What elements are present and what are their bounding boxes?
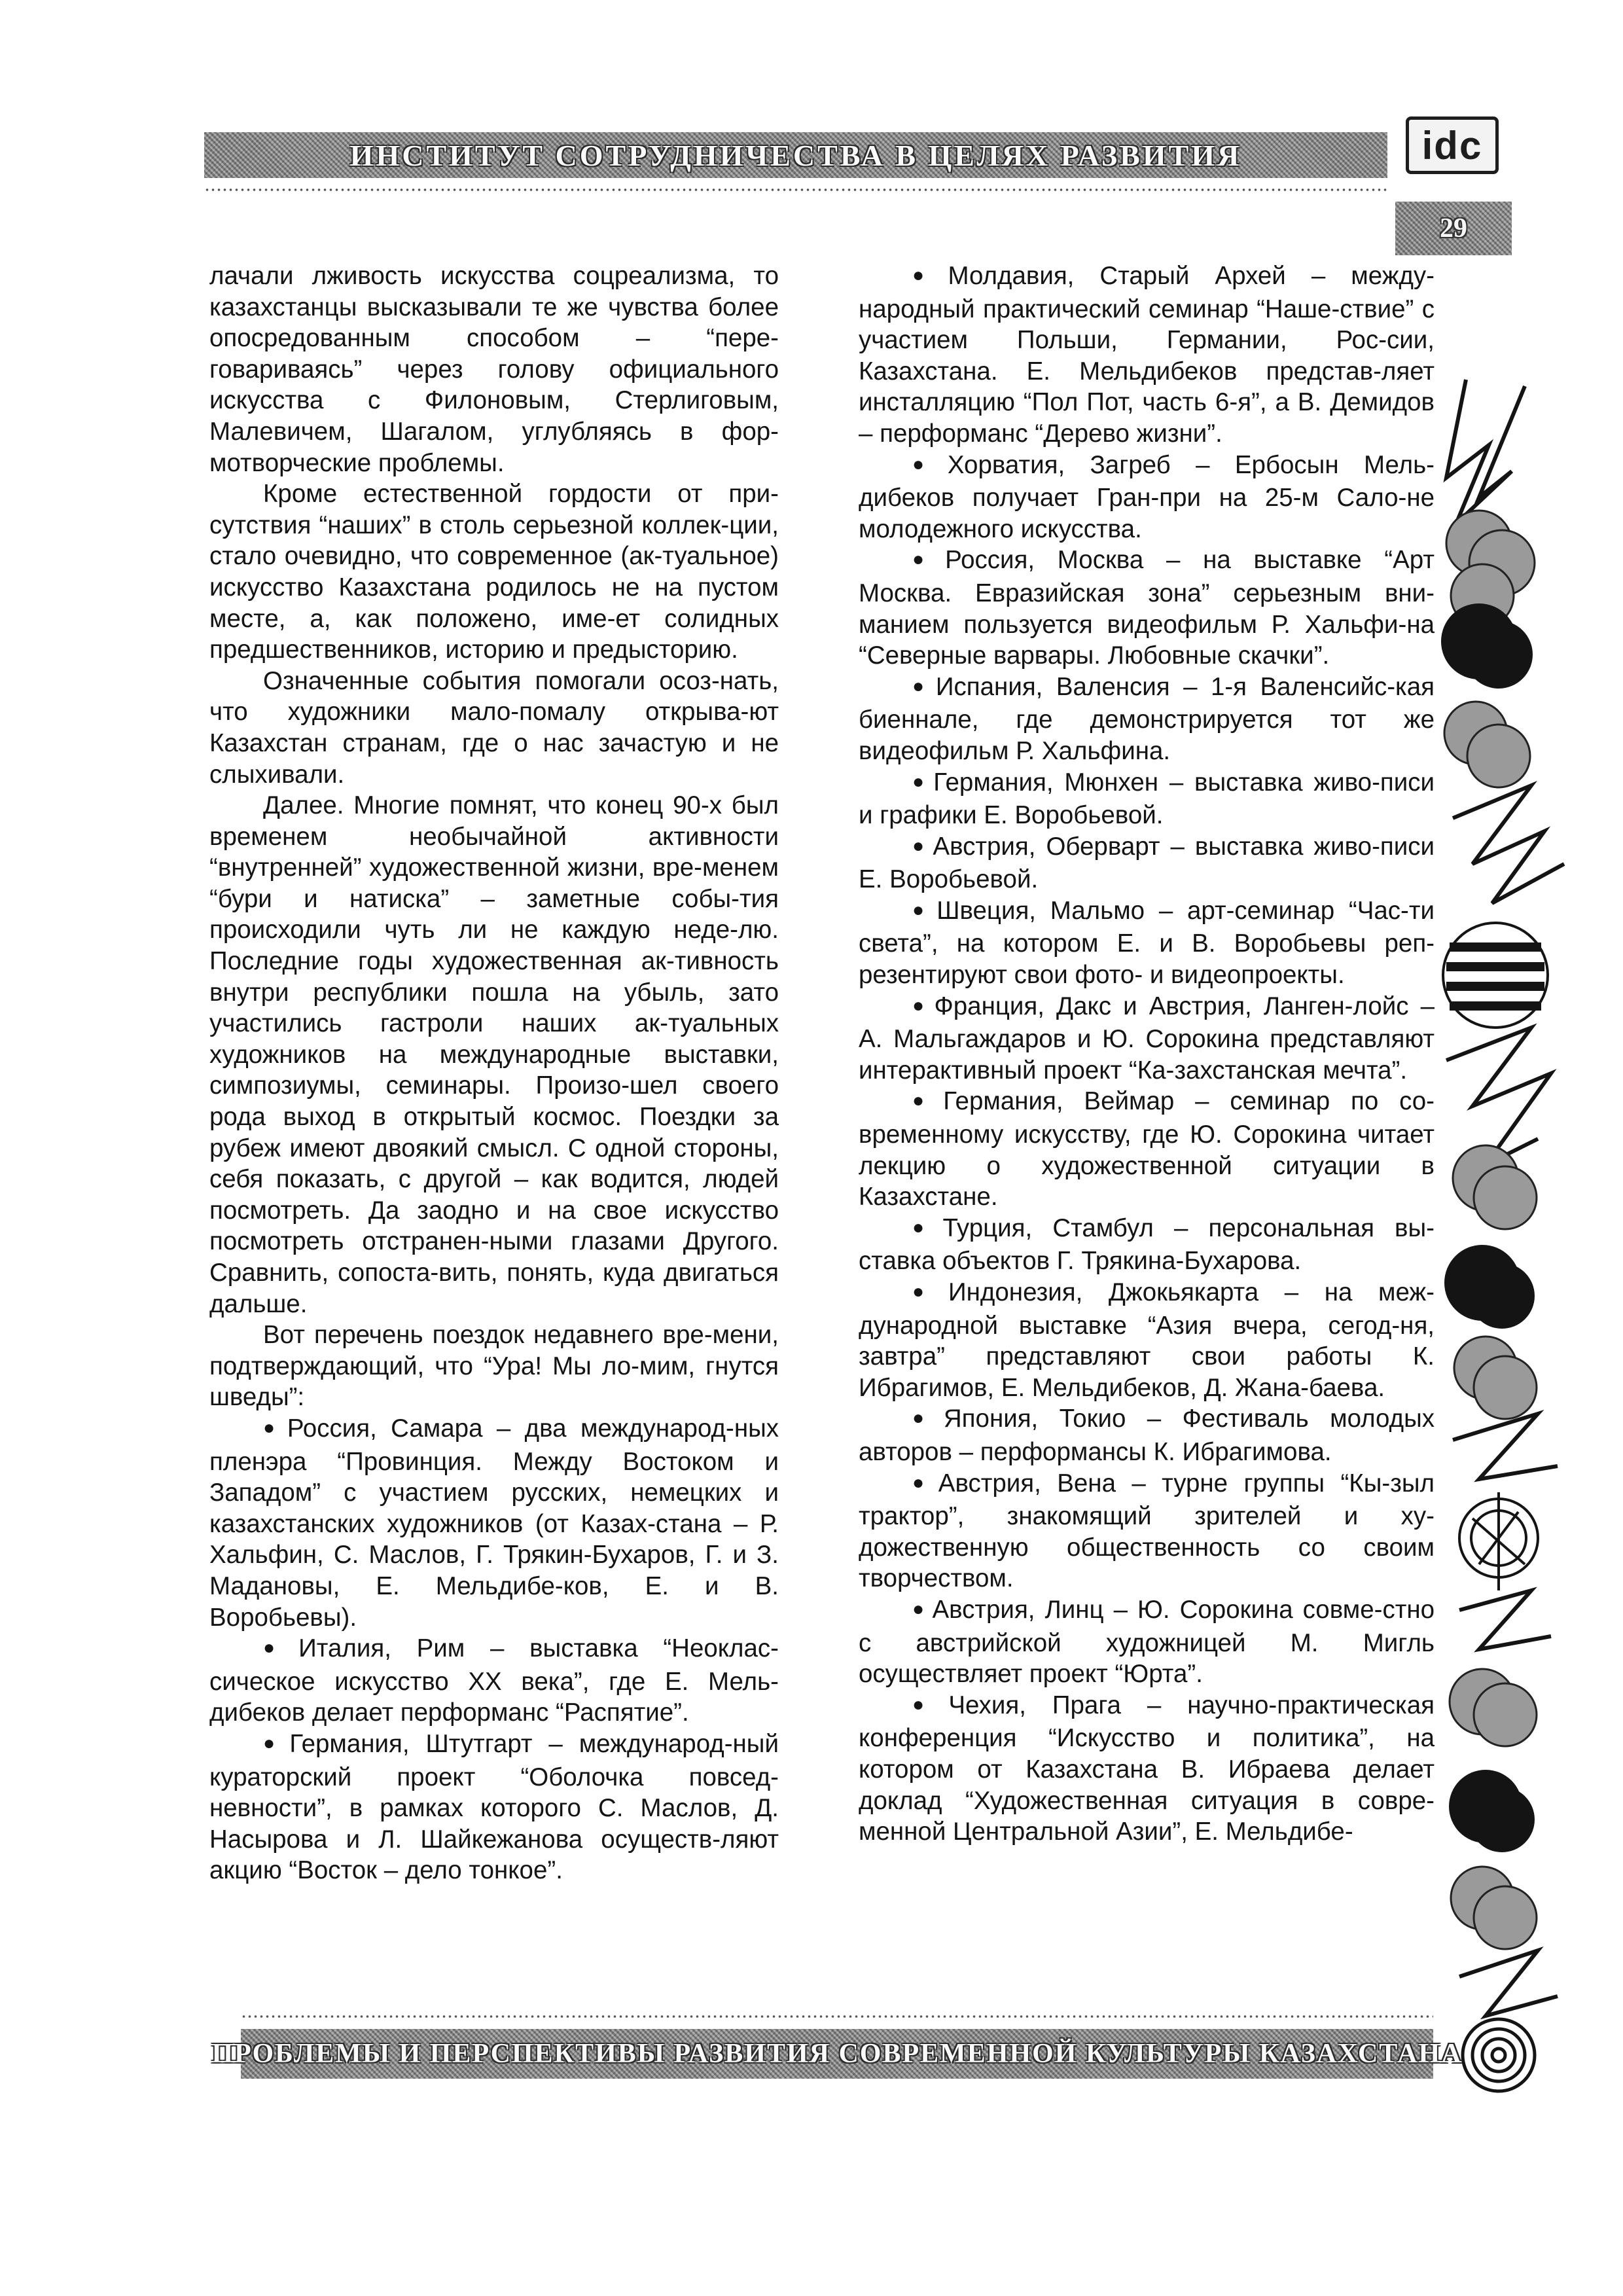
bullet-icon: ● <box>263 1416 282 1439</box>
list-item-text: Австрия, Оберварт – выставка живо-писи Е. Воробьевой. <box>859 832 1435 894</box>
grey-disc <box>1474 1683 1537 1746</box>
bullet-icon: ● <box>912 1407 938 1429</box>
paragraph: Означенные события помогали осоз-нать, что художники мало-помалу открыва-ют Казахстан странам, где о нас зачастую и не слыхивали. <box>209 666 779 789</box>
bullet-icon: ● <box>912 675 931 697</box>
footer-title: ПРОБЛЕМЫ И ПЕРСПЕКТИВЫ РАЗВИТИЯ СОВРЕМЕННОЙ КУЛЬТУРЫ КАЗАХСТАНА <box>211 2039 1463 2069</box>
list-item <box>859 260 1435 450</box>
list-item-text: Хорватия, Загреб – Ербосын Мель-дибеков получает Гран-при на 25-м Сало-не молодежного искусства. <box>859 450 1435 543</box>
list-item-text: Россия, Москва – на выставке “Арт Москва. Евразийская зона” серьезным вни-манием пользуется видеофильм Р. Хальфи-на “Северные варвары. Любовные скачки”. <box>859 546 1435 670</box>
bullet-icon: ● <box>912 770 929 793</box>
list-item-text: Франция, Дакс и Австрия, Ланген-лойс – А. Мальгаждаров и Ю. Сорокина представляют интерактивный проект “Ка-захстанская мечта”. <box>859 992 1435 1085</box>
bullet-icon: ● <box>912 1090 938 1112</box>
lightning-bolt <box>1446 1028 1551 1165</box>
list-item-text: Россия, Самара – два международ-ных пленэра “Провинция. Между Востоком и Западом” с участием русских, немецких и казахстанских художников (от Казах-стана – Р. Хальфин, С. Маслов, Г. Трякин-Бухаров, Г. и З. Мадановы, Е. Мельдибе-ков, Е. и В. Воробьевы). <box>209 1414 779 1632</box>
lightning-bolt <box>1459 1590 1551 1649</box>
grey-disc <box>1474 1886 1537 1949</box>
list-item-text: Австрия, Вена – турне группы “Кы-зыл трактор”, знакомящий зрителей и ху-дожественную общественность со своим творчеством. <box>859 1469 1435 1593</box>
lightning-bolt <box>1459 1950 1558 2016</box>
paragraph: лачали лживость искусства соцреализма, то казахстанцы высказывали те же чувства более опосредованным способом – “пере-говариваясь” через голову официального искусства с Филоновым, Стерлиговым, Малевичем, Шагалом, углубляясь в фор-мотворческие проблемы. <box>209 262 779 477</box>
bullet-icon: ● <box>912 1281 943 1302</box>
list-item-text: Германия, Мюнхен – выставка живо-писи и графики Е. Воробьевой. <box>859 768 1435 830</box>
list-item <box>859 767 1435 831</box>
lightning-bolt <box>1446 380 1525 524</box>
list-item <box>209 1729 779 1886</box>
list-item-text: Турция, Стамбул – персональная вы-ставка объектов Г. Трякина-Бухарова. <box>859 1213 1435 1276</box>
list-item-text: Австрия, Линц – Ю. Сорокина совме-стно с австрийской художницей М. Мигль осуществляет проект “Юрта”. <box>859 1595 1435 1689</box>
list-item <box>859 1468 1435 1594</box>
bullet-icon: ● <box>912 453 942 475</box>
list-item <box>859 1086 1435 1212</box>
left-column <box>209 260 779 1886</box>
idc-logo: idc <box>1406 117 1499 174</box>
scribble-disc <box>1459 1492 1538 1590</box>
black-disc <box>1469 1787 1535 1852</box>
list-item <box>859 991 1435 1086</box>
black-disc <box>1465 620 1533 689</box>
header-rule <box>204 187 1387 192</box>
list-item-text: Чехия, Прага – научно-практическая конференция “Искусство и политика”, на котором от Казахстана В. Ибраева делает доклад “Художественная ситуация в совре-менной Центральной Азии”, Е. Мельдибе- <box>859 1691 1435 1846</box>
margin-ornament <box>1433 367 1597 2094</box>
list-item-text: Италия, Рим – выставка “Неоклас-сическое искусство XX века”, где Е. Мель-дибеков делает перформанс “Распятие”. <box>209 1634 779 1727</box>
bullet-icon: ● <box>263 1637 294 1659</box>
bullet-icon: ● <box>912 994 929 1016</box>
list-item <box>859 1690 1435 1848</box>
grey-disc <box>1474 1166 1537 1229</box>
list-item <box>209 1633 779 1729</box>
list-item <box>859 1403 1435 1467</box>
grey-disc <box>1467 725 1530 787</box>
striped-disc <box>1443 923 1548 1028</box>
list-item <box>859 1594 1435 1690</box>
bullet-icon: ● <box>912 264 943 286</box>
page-number: 29 <box>1440 213 1467 243</box>
lightning-bolt <box>1453 785 1564 903</box>
list-item-text: Молдавия, Старый Архей – между-народный практический семинар “Наше-ствие” с участием Польши, Германии, Рос-сии, Казахстана. Е. Мельдибеков представ-ляет инсталляцию “Пол Пот, часть 6-я”, а В. Демидов – перформанс “Дерево жизни”. <box>859 262 1435 448</box>
lightning-bolt <box>1453 1414 1558 1479</box>
right-column <box>859 260 1435 1848</box>
spiral-icon <box>1463 2019 1535 2091</box>
list-item-text: Германия, Веймар – семинар по со-временному искусству, где Ю. Сорокина читает лекцию о художественной ситуации в Казахстане. <box>859 1087 1435 1211</box>
bullet-icon: ● <box>912 899 932 921</box>
black-disc <box>1469 1263 1535 1329</box>
list-item-text: Швеция, Мальмо – арт-семинар “Час-ти света”, на котором Е. и В. Воробьевы реп-резентируют свои фото- и видеопроекты. <box>859 896 1435 990</box>
bullet-icon: ● <box>912 1471 933 1494</box>
list-item <box>209 1413 779 1633</box>
list-item-text: Япония, Токио – Фестиваль молодых авторов – перформансы К. Ибрагимова. <box>859 1405 1435 1466</box>
bullet-icon: ● <box>912 548 940 571</box>
list-item <box>859 831 1435 895</box>
bullet-icon: ● <box>912 1598 927 1620</box>
footer-rule <box>241 2014 1433 2019</box>
bullet-icon: ● <box>912 1216 938 1238</box>
list-item <box>859 672 1435 767</box>
header-title: ИНСТИТУТ СОТРУДНИЧЕСТВА В ЦЕЛЯХ РАЗВИТИЯ <box>349 138 1242 172</box>
paragraph: Вот перечень поездок недавнего вре-мени, подтверждающий, что “Ура! Мы ло-мим, гнутся шведы”: <box>209 1321 779 1412</box>
list-item <box>859 450 1435 545</box>
list-item <box>859 895 1435 991</box>
list-item-text: Германия, Штутгарт – международ-ный кураторский проект “Оболочка повсед-невности”, в рамках которого С. Маслов, Д. Насырова и Л. Шайкежанова осуществ-ляют акцию “Восток – дело тонкое”. <box>209 1729 779 1885</box>
bullet-icon: ● <box>912 834 928 857</box>
grey-disc <box>1474 1356 1537 1419</box>
list-item <box>859 1213 1435 1277</box>
list-item <box>859 545 1435 671</box>
list-item-text: Испания, Валенсия – 1-я Валенсийс-кая биеннале, где демонстрируется тот же видеофильм Р. Хальфина. <box>859 672 1435 765</box>
paragraph: Кроме естественной гордости от при-сутствия “наших” в столь серьезной коллек-ции, стало очевидно, что современное (ак-туальное) искусство Казахстана родилось не на пустом месте, а, как положено, име-ет солидных предшественников, историю и предысторию. <box>209 480 779 664</box>
list-item-text: Индонезия, Джокьякарта – на меж-дународной выставке “Азия вчера, сегод-ня, завтра” представляют свои работы К. Ибрагимов, Е. Мельдибеков, Д. Жана-баева. <box>859 1278 1435 1402</box>
bullet-icon: ● <box>912 1693 944 1715</box>
list-item <box>859 1277 1435 1403</box>
paragraph: Далее. Многие помнят, что конец 90-х был временем необычайной активности “внутренней” художественной жизни, вре-менем “бури и натиска” – заметные собы-тия происходили чуть ли не каждую неде-лю. Последние годы художественная ак-тивность внутри республики пошла на убыль, зато участились гастроли наших ак-туальных художников на международные выставки, симпозиумы, семинары. Произо-шел своего рода выход в открытый космос. Поездки за рубеж имеют двоякий смысл. С одной стороны, себя показать, с другой – как водится, людей посмотреть. Да заодно и на свое искусство посмотреть отстранен-ными глазами Другого. Сравнить, сопоста-вить, понять, куда двигаться дальше. <box>209 791 779 1318</box>
bullet-icon: ● <box>263 1732 285 1754</box>
